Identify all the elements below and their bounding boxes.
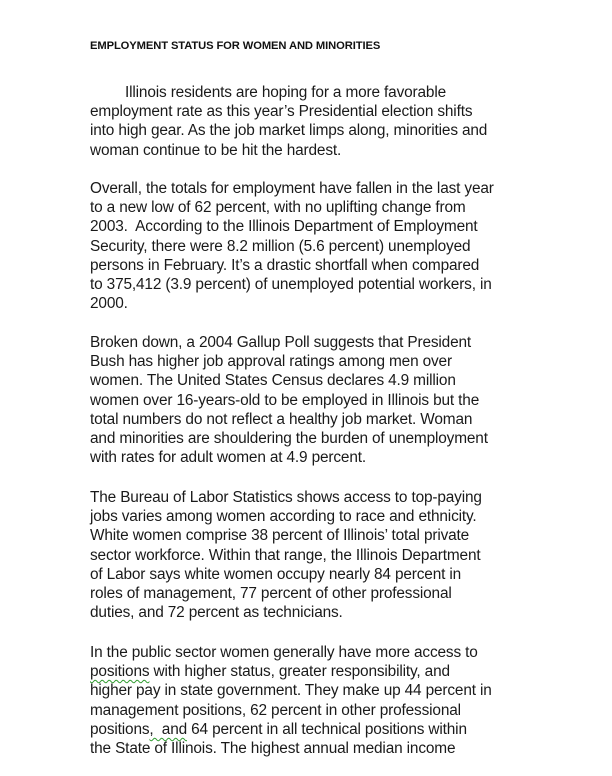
paragraph-line (90, 720, 530, 739)
paragraph-line: and minorities are shouldering the burden of unemployment (90, 430, 488, 448)
document-title: EMPLOYMENT STATUS FOR WOMEN AND MINORITIES (90, 40, 381, 52)
paragraph-line: White women comprise 38 percent of Illinois’ total private (90, 527, 470, 545)
paragraph-line: to 375,412 (3.9 percent) of unemployed potential workers, in (90, 276, 492, 294)
paragraph-line: management positions, 62 percent in other professional (90, 701, 461, 719)
line-text: 64 percent in all technical positions within (187, 720, 467, 738)
grammar-flag[interactable]: , and (149, 720, 188, 738)
paragraph-line (90, 662, 530, 681)
paragraph-line: into high gear. As the job market limps along, minorities and (90, 122, 488, 140)
paragraph-line: of Labor says white women occupy nearly 84 percent in (90, 565, 462, 583)
paragraph-4 (90, 488, 530, 622)
paragraph-line: the State of Illinois. The highest annual median income (90, 740, 456, 758)
paragraph-line: women. The United States Census declares 4.9 million (90, 372, 456, 390)
paragraph-5 (90, 643, 530, 758)
grammar-flag[interactable]: positions (90, 663, 150, 681)
line-text: positions (90, 720, 150, 738)
paragraph-line: roles of management, 77 percent of other professional (90, 585, 452, 603)
paragraph-line: higher pay in state government. They make up 44 percent in (90, 682, 492, 700)
paragraph-line: Broken down, a 2004 Gallup Poll suggests that President (90, 334, 472, 351)
paragraph-line (90, 83, 530, 102)
paragraph-line: employment rate as this year’s Presidential election shifts (90, 103, 473, 121)
paragraph-1 (90, 83, 530, 160)
paragraph-line: woman continue to be hit the hardest. (90, 141, 342, 159)
paragraph-2 (90, 179, 530, 313)
paragraph-line: 2003. According to the Illinois Department of Employment (90, 218, 478, 236)
paragraph-line: Bush has higher job approval ratings among men over (90, 353, 452, 371)
paragraph-line: In the public sector women generally have more access to (90, 644, 478, 661)
paragraph-line: 2000. (90, 295, 128, 313)
paragraph-3 (90, 333, 530, 467)
paragraph-line: with rates for adult women at 4.9 percent. (90, 449, 367, 467)
paragraph-line: persons in February. It’s a drastic shortfall when compared (90, 256, 480, 274)
line-text: with higher status, greater responsibility, and (149, 663, 450, 681)
paragraph-line: women over 16-years-old to be employed in Illinois but the (90, 391, 480, 409)
paragraph-line: sector workforce. Within that range, the Illinois Department (90, 546, 481, 564)
paragraph-line: duties, and 72 percent as technicians. (90, 604, 343, 622)
paragraph-line: The Bureau of Labor Statistics shows access to top-paying (90, 489, 482, 506)
paragraph-line: total numbers do not reflect a healthy job market. Woman (90, 410, 473, 428)
paragraph-line: jobs varies among women according to race and ethnicity. (90, 508, 477, 526)
paragraph-line: Overall, the totals for employment have fallen in the last year (90, 180, 494, 197)
paragraph-line: Security, there were 8.2 million (5.6 percent) unemployed (90, 237, 471, 255)
line-text: Illinois residents are hoping for a more favorable (125, 84, 447, 101)
paragraph-line: to a new low of 62 percent, with no uplifting change from (90, 199, 466, 217)
